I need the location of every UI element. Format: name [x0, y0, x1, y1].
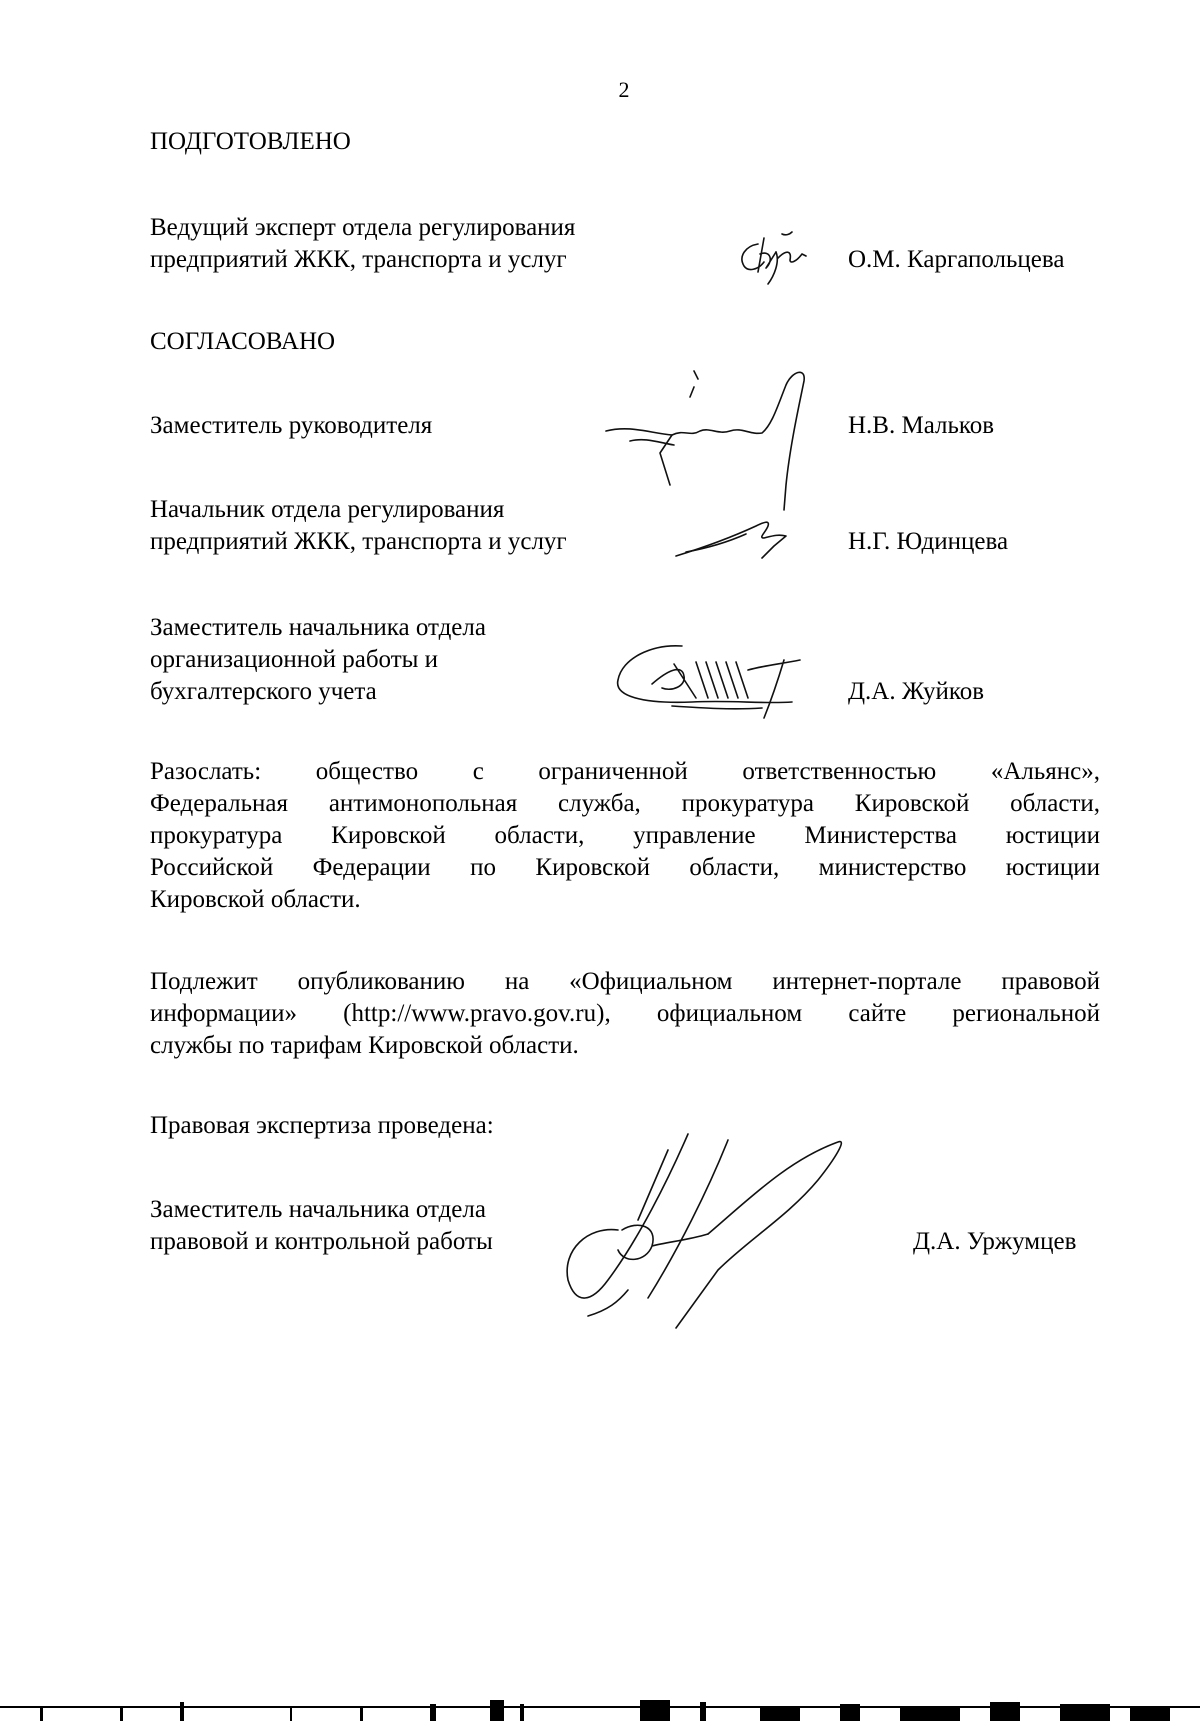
- position-line: Заместитель руководителя: [150, 412, 433, 439]
- agreed-signatory-1-position: [150, 410, 432, 442]
- legal-review-position: [150, 1194, 493, 1258]
- signature-yudintseva: [672, 512, 802, 562]
- agreed-signatory-3-name: Д.А. Жуйков: [848, 678, 985, 705]
- prepared-heading: ПОДГОТОВЛЕНО: [150, 128, 351, 155]
- distribution-line: Федеральная антимонопольная служба, прокуратура Кировской области,: [150, 790, 1100, 817]
- publication-line: Подлежит опубликованию на «Официальном интернет-портале правовой: [150, 968, 1100, 995]
- agreed-signatory-2-name: Н.Г. Юдинцева: [848, 528, 1009, 555]
- signature-zhuykov: [612, 640, 832, 730]
- scan-edge-strip: [0, 1700, 1200, 1721]
- agreed-signatory-1-name: Н.В. Мальков: [848, 412, 995, 439]
- position-line: правовой и контрольной работы: [150, 1228, 493, 1255]
- position-line: бухгалтерского учета: [150, 678, 377, 705]
- signature-malkov: [600, 365, 860, 515]
- prepared-position-line: предприятий ЖКК, транспорта и услуг: [150, 246, 567, 273]
- prepared-position: [150, 212, 575, 276]
- prepared-position-line: Ведущий эксперт отдела регулирования: [150, 214, 576, 241]
- distribution-paragraph: [150, 756, 1100, 916]
- distribution-line: прокуратура Кировской области, управление Министерства юстиции: [150, 822, 1100, 849]
- legal-review-heading: Правовая экспертиза проведена:: [150, 1112, 494, 1139]
- agreed-signatory-3-position: [150, 612, 486, 708]
- agreed-signatory-2-position: [150, 494, 567, 558]
- publication-line: информации» (http://www.pravo.gov.ru), официальном сайте региональной: [150, 1000, 1100, 1027]
- signature-urzhumtsev: [548, 1130, 878, 1330]
- agreed-heading: СОГЛАСОВАНО: [150, 328, 336, 355]
- position-line: Начальник отдела регулирования: [150, 496, 505, 523]
- page-number: 2: [618, 77, 630, 102]
- distribution-line: Кировской области.: [150, 886, 361, 913]
- position-line: организационной работы и: [150, 646, 439, 673]
- prepared-name: О.М. Каргапольцева: [848, 246, 1065, 273]
- legal-review-name: Д.А. Уржумцев: [913, 1228, 1077, 1255]
- distribution-line: Российской Федерации по Кировской области, министерство юстиции: [150, 854, 1100, 881]
- position-line: Заместитель начальника отдела: [150, 1196, 486, 1223]
- position-line: Заместитель начальника отдела: [150, 614, 486, 641]
- publication-paragraph: [150, 966, 1100, 1062]
- publication-line: службы по тарифам Кировской области.: [150, 1032, 579, 1059]
- signature-kargapoltseva: [730, 232, 840, 302]
- position-line: предприятий ЖКК, транспорта и услуг: [150, 528, 567, 555]
- distribution-line: Разослать: общество с ограниченной ответственностью «Альянс»,: [150, 758, 1100, 785]
